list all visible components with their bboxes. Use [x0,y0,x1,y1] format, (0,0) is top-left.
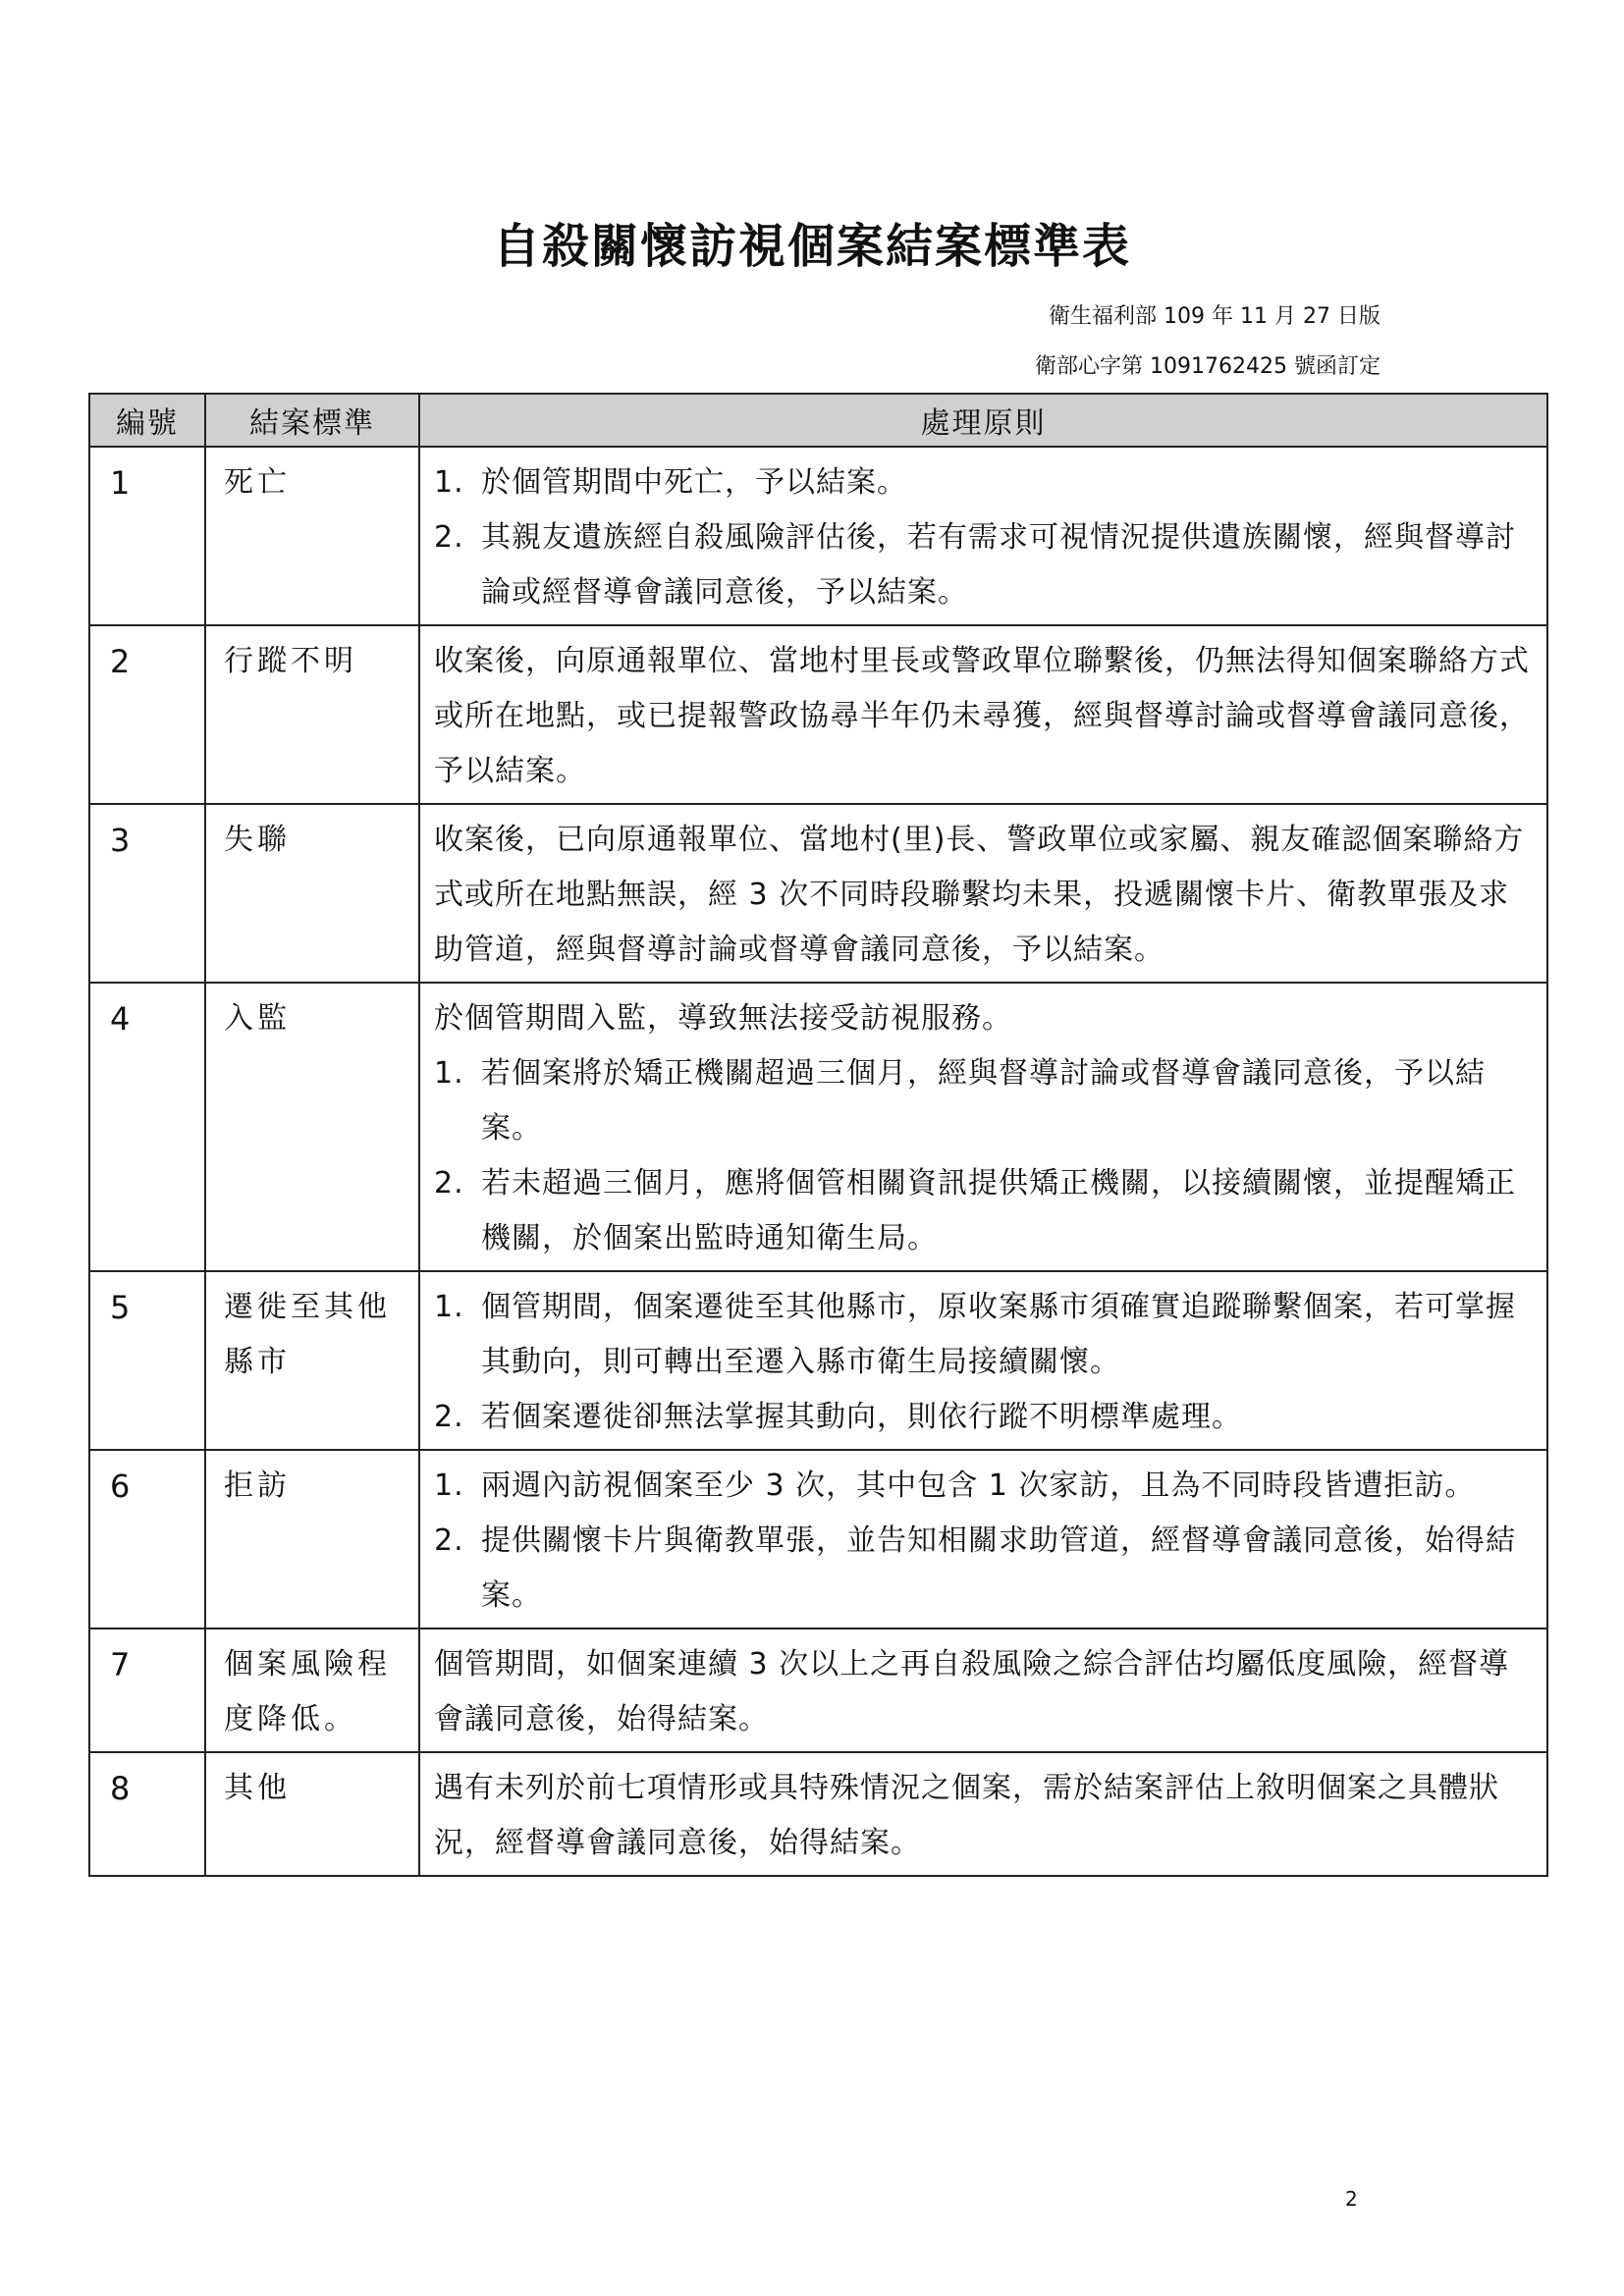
table-header [89,394,1547,447]
list-item-text: 於個管期間中死亡，予以結案。 [481,465,907,500]
table-row [89,983,1547,1271]
row-principle [419,1450,1547,1629]
row-number: 3 [89,804,205,983]
table-row [89,804,1547,983]
row-number: 7 [89,1629,205,1752]
row-criterion: 拒訪 [205,1450,419,1629]
table-row [89,1450,1547,1629]
principle-text: 個管期間，如個案連續 3 次以上之再自殺風險之綜合評估均屬低度風險，經督導會議同意後，始得結案。 [434,1647,1510,1736]
row-criterion: 遷徙至其他縣市 [205,1271,419,1450]
table-row [89,1629,1547,1752]
list-item-text: 若未超過三個月，應將個管相關資訊提供矯正機關，以接續關懷，並提醒矯正機關，於個案出監時通知衛生局。 [481,1166,1516,1255]
row-criterion: 死亡 [205,447,419,625]
document-title: 自殺關懷訪視個案結案標準表 [492,219,1131,274]
principle-list [434,1459,1531,1624]
row-principle [419,983,1547,1271]
header-number: 編號 [89,394,205,447]
principle-list-item [434,1459,1531,1514]
principle-list-item [434,455,1531,510]
closure-criteria-table [88,393,1548,1877]
row-principle [419,447,1547,625]
principle-list [434,455,1531,620]
list-marker: 2. [434,1523,464,1558]
row-criterion: 個案風險程度降低。 [205,1629,419,1752]
principle-list-item [434,1156,1531,1266]
row-principle [419,625,1547,804]
list-item-text: 提供關懷卡片與衛教單張，並告知相關求助管道，經督導會議同意後，始得結案。 [481,1523,1516,1613]
list-marker: 1. [434,1290,464,1324]
list-item-text: 個管期間，個案遷徙至其他縣市，原收案縣市須確實追蹤聯繫個案，若可掌握其動向，則可轉出至遷入縣市衛生局接續關懷。 [481,1290,1516,1379]
row-principle [419,1629,1547,1752]
issuer-version-line: 衛生福利部 109 年 11 月 27 日版 [1049,304,1380,329]
row-principle [419,804,1547,983]
list-item-text: 若個案將於矯正機關超過三個月，經與督導討論或督導會議同意後，予以結案。 [481,1056,1486,1146]
row-principle [419,1271,1547,1450]
table-row [89,1752,1547,1876]
row-number: 6 [89,1450,205,1629]
list-marker: 2. [434,520,464,555]
principle-text: 於個管期間入監，導致無法接受訪視服務。 [434,1001,1012,1036]
list-marker: 2. [434,1166,464,1201]
page-number: 2 [1345,2187,1358,2211]
table-body [89,447,1547,1876]
principle-list [434,1280,1531,1445]
principle-text: 收案後，已向原通報單位、當地村(里)長、警政單位或家屬、親友確認個案聯絡方式或所在地點無誤，經 3 次不同時段聯繫均未果，投遞關懷卡片、衛教單張及求助管道，經與督導討論或督導會議同意後，予以結案。 [434,823,1525,967]
row-criterion: 失聯 [205,804,419,983]
principle-list-item [434,1280,1531,1390]
list-marker: 1. [434,1468,464,1503]
row-principle [419,1752,1547,1876]
issuer-decree-line: 衛部心字第 1091762425 號函訂定 [1035,354,1380,379]
row-criterion: 行蹤不明 [205,625,419,804]
table-header-row [89,394,1547,447]
principle-list [434,1046,1531,1266]
principle-list-item [434,1046,1531,1156]
list-item-text: 若個案遷徙卻無法掌握其動向，則依行蹤不明標準處理。 [481,1400,1242,1434]
row-criterion: 其他 [205,1752,419,1876]
list-marker: 2. [434,1400,464,1434]
table-row [89,447,1547,625]
row-number: 8 [89,1752,205,1876]
table-row [89,625,1547,804]
list-marker: 1. [434,465,464,500]
principle-text: 收案後，向原通報單位、當地村里長或警政單位聯繫後，仍無法得知個案聯絡方式或所在地點，或已提報警政協尋半年仍未尋獲，經與督導討論或督導會議同意後，予以結案。 [434,644,1530,788]
row-number: 2 [89,625,205,804]
principle-text: 遇有未列於前七項情形或具特殊情況之個案，需於結案評估上敘明個案之具體狀況，經督導會議同意後，始得結案。 [434,1771,1499,1860]
list-item-text: 兩週內訪視個案至少 3 次，其中包含 1 次家訪，且為不同時段皆遭拒訪。 [481,1468,1476,1503]
list-marker: 1. [434,1056,464,1091]
principle-list-item [434,1514,1531,1624]
header-principle: 處理原則 [419,394,1547,447]
row-number: 4 [89,983,205,1271]
table-row [89,1271,1547,1450]
principle-list-item [434,510,1531,620]
header-criterion: 結案標準 [205,394,419,447]
row-criterion: 入監 [205,983,419,1271]
row-number: 1 [89,447,205,625]
row-number: 5 [89,1271,205,1450]
principle-list-item [434,1390,1531,1445]
list-item-text: 其親友遺族經自殺風險評估後，若有需求可視情況提供遺族關懷，經與督導討論或經督導會議同意後，予以結案。 [481,520,1516,610]
